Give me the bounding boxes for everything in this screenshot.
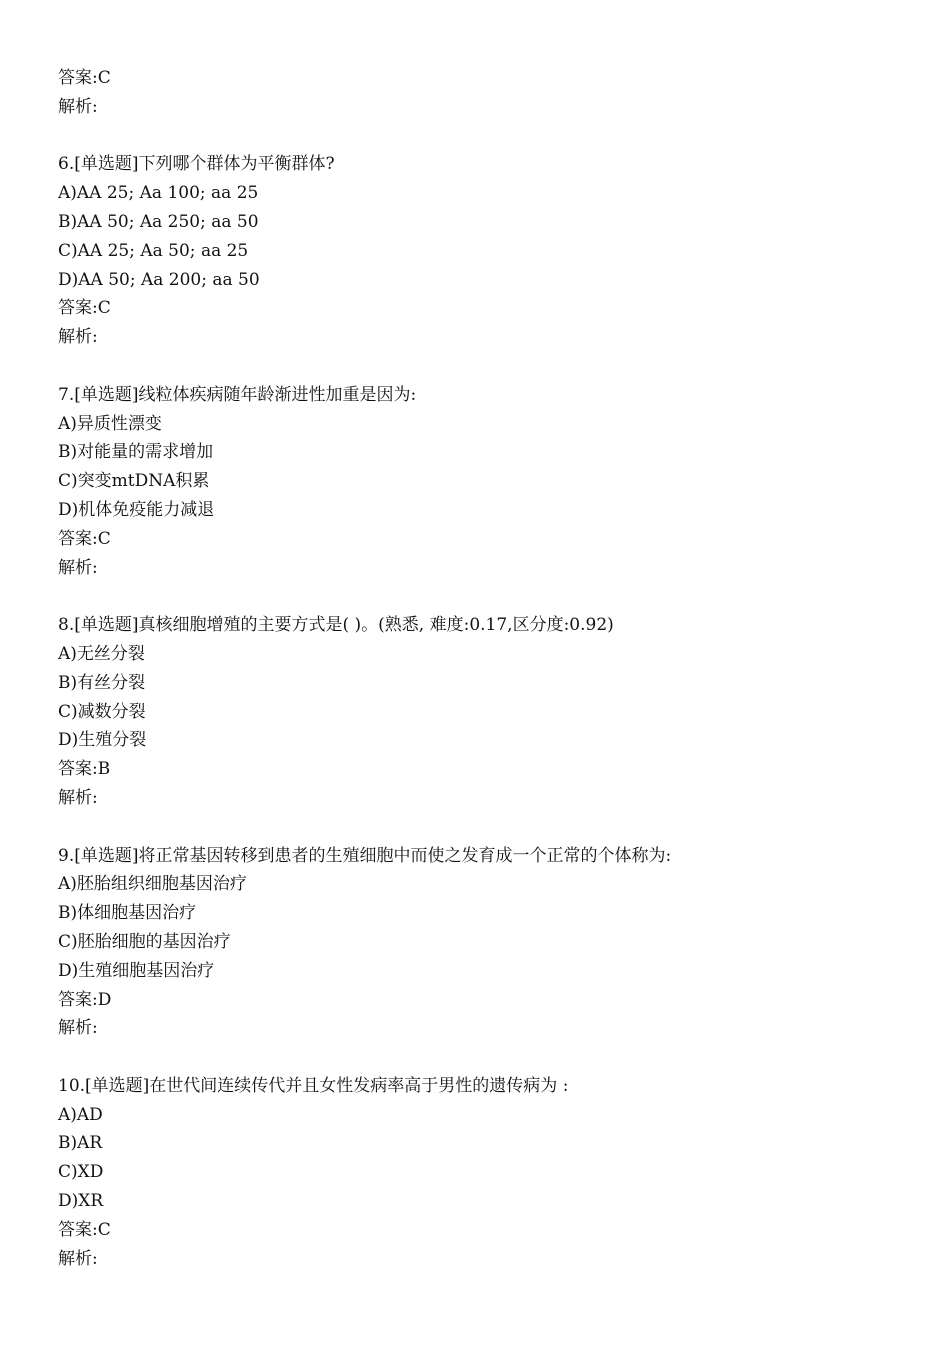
answer-line: 答案:B — [58, 759, 111, 780]
question-6 — [58, 150, 918, 352]
question-title: 8.[单选题]真核细胞增殖的主要方式是( )。(熟悉, 难度:0.17,区分度:0.92) — [58, 615, 614, 636]
spacer — [58, 1043, 918, 1072]
question-9 — [58, 842, 918, 1044]
question-title: 9.[单选题]将正常基因转移到患者的生殖细胞中而使之发育成一个正常的个体称为: — [58, 845, 672, 866]
analysis-line: 解析: — [58, 96, 98, 117]
analysis-line: 解析: — [58, 1018, 98, 1039]
question-title: 7.[单选题]线粒体疾病随年龄渐进性加重是因为: — [58, 384, 417, 405]
answer-line: 答案:C — [58, 1219, 111, 1240]
option-d: D)AA 50; Aa 200; aa 50 — [58, 269, 260, 290]
option-c: C)AA 25; Aa 50; aa 25 — [58, 240, 249, 261]
analysis-line: 解析: — [58, 787, 98, 808]
question-title: 6.[单选题]下列哪个群体为平衡群体? — [58, 154, 335, 175]
option-a: A)无丝分裂 — [58, 643, 145, 664]
option-d: D)XR — [58, 1191, 104, 1212]
spacer — [58, 582, 918, 611]
option-c: C)突变mtDNA积累 — [58, 471, 210, 492]
option-d: D)生殖细胞基因治疗 — [58, 960, 215, 981]
question-8 — [58, 611, 918, 813]
option-c: C)XD — [58, 1162, 104, 1183]
answer-line: 答案:D — [58, 989, 112, 1010]
option-a: A)AA 25; Aa 100; aa 25 — [58, 183, 259, 204]
option-b: B)有丝分裂 — [58, 672, 146, 693]
answer-line: 答案:C — [58, 528, 111, 549]
option-b: B)AA 50; Aa 250; aa 50 — [58, 211, 259, 232]
answer-line: 答案:C — [58, 68, 111, 88]
question-title: 10.[单选题]在世代间连续传代并且女性发病率高于男性的遗传病为 : — [58, 1075, 569, 1096]
option-b: B)AR — [58, 1133, 103, 1154]
option-c: C)减数分裂 — [58, 701, 146, 722]
answer-line: 答案:C — [58, 298, 111, 319]
question-7 — [58, 381, 918, 583]
question-10 — [58, 1072, 918, 1274]
option-d: D)机体免疫能力减退 — [58, 499, 215, 520]
option-d: D)生殖分裂 — [58, 730, 147, 751]
option-b: B)对能量的需求增加 — [58, 442, 214, 463]
option-c: C)胚胎细胞的基因治疗 — [58, 931, 231, 952]
analysis-line: 解析: — [58, 327, 98, 348]
spacer — [58, 122, 918, 151]
option-a: A)胚胎组织细胞基因治疗 — [58, 874, 247, 895]
option-a: A)AD — [58, 1104, 103, 1125]
option-a: A)异质性漂变 — [58, 413, 162, 434]
spacer — [58, 352, 918, 381]
analysis-line: 解析: — [58, 557, 98, 578]
option-b: B)体细胞基因治疗 — [58, 903, 197, 924]
document-page — [58, 64, 918, 1273]
analysis-line: 解析: — [58, 1248, 98, 1269]
spacer — [58, 813, 918, 842]
